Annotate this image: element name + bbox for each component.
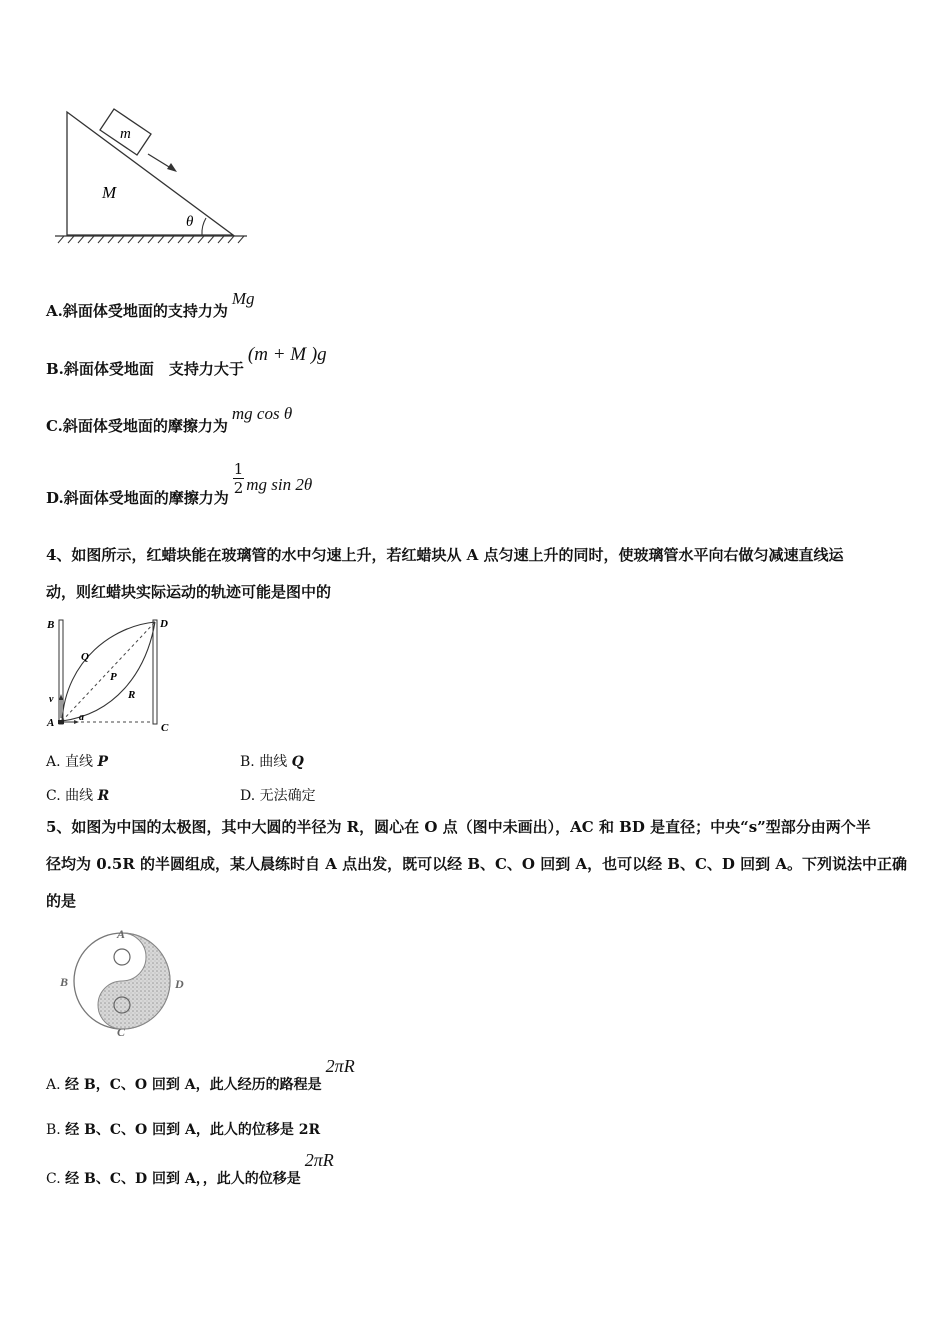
option-math: Mg bbox=[231, 289, 255, 308]
taiji-label-c: C bbox=[117, 1025, 126, 1038]
q5-stem-line3: 的是 bbox=[46, 892, 77, 910]
label-p: P bbox=[110, 671, 117, 683]
taiji-label-b: B bbox=[60, 975, 69, 989]
taiji-lower-dot bbox=[114, 997, 130, 1013]
option-math: 2πR bbox=[304, 1150, 334, 1170]
option-text: A.斜面体受地面的支持力为 bbox=[46, 302, 228, 320]
option-prefix: C. 曲线 bbox=[46, 788, 98, 804]
option-text: 经 B，C、O 回到 A，此人经历的路程是 bbox=[65, 1077, 322, 1093]
label-a-accel: a bbox=[79, 712, 84, 723]
angle-label: θ bbox=[186, 214, 194, 230]
q3-option-c bbox=[46, 403, 293, 435]
option-math: 2πR bbox=[325, 1056, 355, 1076]
taiji-label-a: A bbox=[117, 927, 126, 941]
q5-stem-line1: 5、如图为中国的太极图，其中大圆的半径为 R，圆心在 O 点（图中未画出），AC 和 BD 是直径；中央“s”型部分由两个半 bbox=[46, 818, 871, 836]
body-label: M bbox=[102, 183, 117, 202]
label-a-point: A bbox=[47, 717, 55, 729]
q5-stem bbox=[46, 809, 908, 920]
q4-stem-line2: 动，则红蜡块实际运动的轨迹可能是图中的 bbox=[46, 583, 332, 601]
tube-right bbox=[153, 620, 157, 724]
label-v: v bbox=[49, 694, 54, 705]
q3-option-a bbox=[46, 288, 255, 320]
label-c: C bbox=[161, 722, 169, 734]
option-var: R bbox=[97, 788, 110, 804]
option-text: C.斜面体受地面的摩擦力为 bbox=[46, 417, 228, 435]
label-d: D bbox=[160, 618, 168, 630]
option-prefix: B. 曲线 bbox=[240, 754, 292, 770]
option-prefix: A. bbox=[46, 1077, 66, 1093]
taiji-figure bbox=[56, 926, 192, 1038]
q5-stem-line2: 径均为 0.5R 的半圆组成，某人晨练时自 A 点出发，既可以经 B、C、O 回到 A，也可以经 B、C、D 回到 A。下列说法中正确 bbox=[46, 855, 908, 873]
label-q: Q bbox=[81, 651, 89, 663]
option-text: 经 B、C、D 回到 A，，此人的位移是 bbox=[65, 1171, 301, 1187]
ground-hatching bbox=[58, 236, 244, 243]
angle-arc bbox=[202, 218, 206, 235]
q3-option-d bbox=[46, 460, 313, 507]
option-var: P bbox=[97, 754, 108, 770]
q3-option-b bbox=[46, 344, 327, 378]
option-text: D.斜面体受地面的摩擦力为 bbox=[46, 489, 229, 507]
option-text: B.斜面体受地面 支持力大于 bbox=[46, 360, 244, 378]
q4-option-b bbox=[240, 751, 304, 771]
option-prefix: D. 无法确定 bbox=[240, 788, 316, 804]
option-prefix: B. bbox=[46, 1122, 66, 1138]
label-r: R bbox=[128, 689, 136, 701]
block-label: m bbox=[120, 126, 131, 142]
q4-stem bbox=[46, 537, 908, 611]
arrow-head-icon bbox=[167, 163, 177, 172]
label-b: B bbox=[47, 619, 55, 631]
fraction bbox=[233, 460, 245, 497]
option-math: (m + M )g bbox=[247, 344, 327, 365]
q5-option-c bbox=[46, 1150, 334, 1187]
q4-option-d bbox=[240, 785, 316, 805]
q4-option-a bbox=[46, 751, 108, 771]
option-prefix: C. bbox=[46, 1171, 66, 1187]
trajectory-figure bbox=[44, 614, 180, 738]
wax-block bbox=[58, 720, 64, 724]
q4-option-c bbox=[46, 785, 109, 805]
fraction-numerator: 1 bbox=[233, 460, 244, 478]
q5-option-a bbox=[46, 1056, 355, 1093]
taiji-label-d: D bbox=[175, 977, 184, 991]
q5-option-b bbox=[46, 1119, 320, 1139]
taiji-upper-dot bbox=[114, 949, 130, 965]
q4-stem-line1: 4、如图所示，红蜡块能在玻璃管的水中匀速上升，若红蜡块从 A 点匀速上升的同时，使玻璃管水平向右做匀减速直线运 bbox=[46, 546, 844, 564]
option-text: 经 B、C、O 回到 A，此人的位移是 2R bbox=[65, 1122, 321, 1138]
incline-figure bbox=[50, 100, 260, 250]
option-var: Q bbox=[291, 754, 304, 770]
v-arrow-head-icon bbox=[59, 694, 63, 700]
option-prefix: A. 直线 bbox=[46, 754, 98, 770]
fraction-denominator: 2 bbox=[233, 479, 244, 497]
line-p bbox=[62, 622, 155, 721]
option-math: mg sin 2θ bbox=[246, 475, 313, 494]
option-math: mg cos θ bbox=[231, 404, 293, 423]
incline-body bbox=[67, 112, 233, 235]
